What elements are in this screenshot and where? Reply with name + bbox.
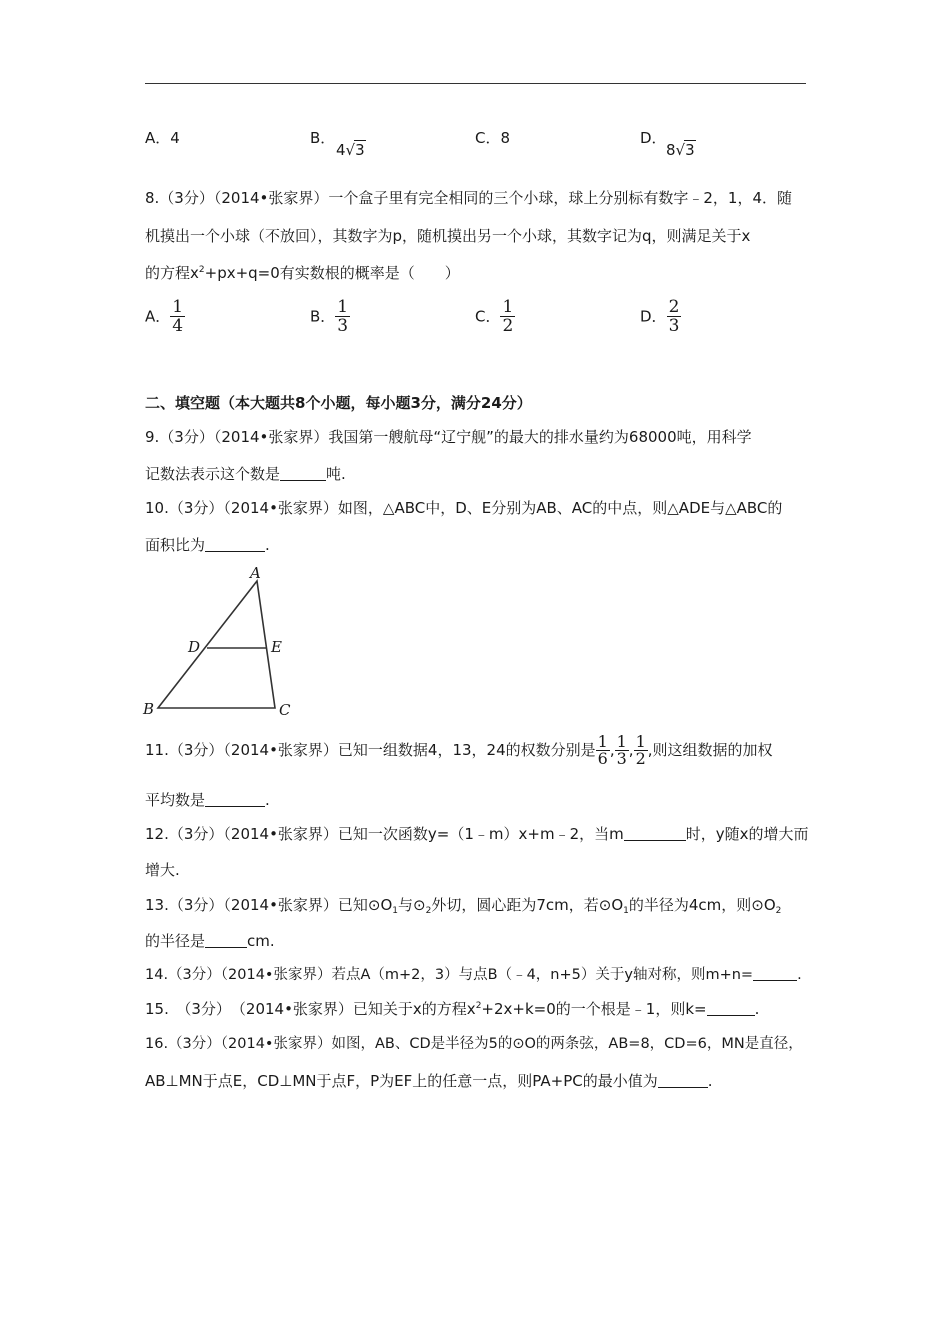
coefficient: 8 <box>666 141 676 159</box>
option-label: B． <box>310 129 336 147</box>
option-value: 8 <box>500 129 511 147</box>
sqrt: √3 <box>675 141 695 159</box>
fraction: $\frac{1}{3}$ <box>616 732 627 768</box>
q9-line-1: 9.（3分）（2014•张家界）我国第一艘航母“辽宁舰”的最大的排水量约为68000吨，用科学 <box>145 428 752 446</box>
sqrt: √3 <box>345 141 365 159</box>
q7-option-d-value <box>666 140 696 160</box>
q11-line-2: 平均数是 . <box>145 791 270 809</box>
option-label: A． <box>145 307 171 326</box>
option-value: 4 <box>170 129 180 147</box>
q7-option-a <box>145 128 180 148</box>
answer-blank[interactable] <box>205 933 247 948</box>
label-c: C <box>279 701 291 719</box>
fraction: $\frac{1}{6}$ <box>597 732 608 768</box>
q8-option-a <box>145 298 185 335</box>
triangle-figure <box>140 562 300 722</box>
fraction: $\frac{1}{2}$ <box>635 732 646 768</box>
label-b: B <box>143 700 155 718</box>
q13-line-1: 13.（3分）（2014•张家界）已知$⊙O_1$与$⊙_2$外切，圆心距为7cm，若$⊙O_1$的半径为4cm，则$⊙O_2$ <box>145 896 782 916</box>
q8-line-3: 的方程$x^2+px+q=0$有实数根的概率是（ ） <box>145 264 460 282</box>
answer-blank[interactable] <box>624 826 686 841</box>
option-label: C． <box>475 307 501 326</box>
answer-blank[interactable] <box>205 792 265 807</box>
option-label: C． <box>475 129 501 147</box>
answer-blank[interactable] <box>707 1001 755 1016</box>
q7-option-d <box>640 128 667 148</box>
q12-line-2: 增大. <box>145 861 180 879</box>
q8-option-b <box>310 298 350 335</box>
fraction: $\frac{1}{4}$ <box>172 297 184 336</box>
q16-line-2: AB⊥MN于点E，CD⊥MN于点F，P为EF上的任意一点，则PA+PC的最小值为 . <box>145 1072 713 1090</box>
q14-line: 14.（3分）（2014•张家界）若点A（m+2，3）与点B（﹣4，n+5）关于y轴对称，则m+n= . <box>145 967 802 983</box>
q8-option-c <box>475 298 515 335</box>
fraction: $\frac{1}{2}$ <box>502 297 514 336</box>
answer-blank[interactable] <box>205 537 265 552</box>
q8-line-2: 机摸出一个小球（不放回），其数字为p，随机摸出另一个小球，其数字记为q，则满足关于x <box>145 227 751 245</box>
q7-option-b <box>310 128 335 148</box>
header-rule <box>145 83 806 84</box>
label-a: A <box>250 564 261 582</box>
q8-option-d <box>640 298 681 335</box>
option-label: A． <box>145 129 171 147</box>
superscript: 2 <box>475 1001 482 1011</box>
option-label: B． <box>310 307 336 326</box>
q16-line-1: 16.（3分）（2014•张家界）如图，AB、CD是半径为5的⊙O的两条弦，AB=8，CD=6，MN是直径， <box>145 1036 803 1052</box>
q11-line-1: 11.（3分）（2014•张家界）已知一组数据4，13，24的权数分别是 $\frac{1}{6}$ , $\frac{1}{3}$ , $\frac{1}{2}$ ,则这组数据的加权 <box>145 732 773 768</box>
q10-line-1: 10.（3分）（2014•张家界）如图，△ABC中，D、E分别为AB、AC的中点，则△ADE与△ABC的 <box>145 499 783 517</box>
answer-blank[interactable] <box>280 466 326 481</box>
answer-blank[interactable] <box>658 1073 708 1088</box>
q15-line: 15. （3分） （2014•张家界）已知关于x的方程$x^2+2x+k=0$的一个根是﹣1，则k= . <box>145 1000 760 1018</box>
q8-line-1: 8.（3分）（2014•张家界）一个盒子里有完全相同的三个小球，球上分别标有数字﹣2，1，4．随 <box>145 189 793 207</box>
answer-blank[interactable] <box>753 966 797 981</box>
radicand: 3 <box>355 141 365 159</box>
superscript: 2 <box>198 265 205 275</box>
option-label: D． <box>640 307 667 326</box>
label-d: D <box>188 638 201 656</box>
radicand: 3 <box>685 141 695 159</box>
q10-line-2: 面积比为 . <box>145 536 270 554</box>
fraction: $\frac{2}{3}$ <box>668 297 680 336</box>
q13-line-2: 的半径是 cm. <box>145 932 275 950</box>
q7-option-c <box>475 128 510 148</box>
option-label: D． <box>640 129 667 147</box>
coefficient: 4 <box>336 141 346 159</box>
q7-option-b-value <box>336 140 366 160</box>
triangle-abc <box>158 581 275 708</box>
section-heading: 二、填空题（本大题共8个小题，每小题3分，满分24分） <box>145 394 532 412</box>
label-e: E <box>271 638 282 656</box>
q9-line-2: 记数法表示这个数是 吨. <box>145 465 346 483</box>
fraction: $\frac{1}{3}$ <box>337 297 349 336</box>
q12-line-1: 12.（3分）（2014•张家界）已知一次函数y=（1﹣m）x+m﹣2，当m 时，y随x的增大而 <box>145 825 809 843</box>
